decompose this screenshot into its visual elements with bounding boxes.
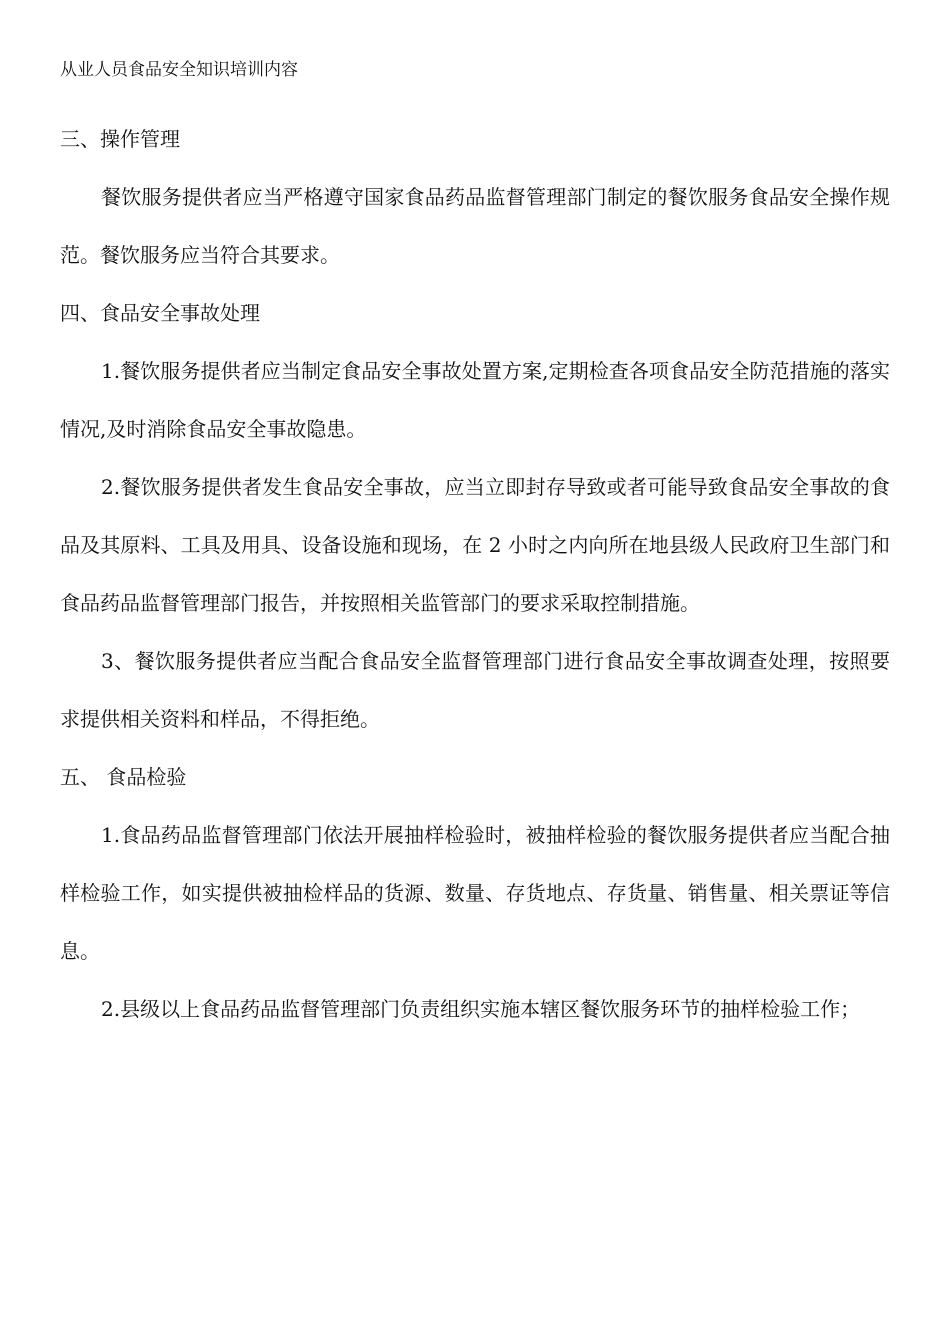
section-heading: 三、操作管理: [60, 127, 180, 151]
paragraph: 餐饮服务提供者应当严格遵守国家食品药品监督管理部门制定的餐饮服务食品安全操作规范。餐饮服务应当符合其要求。: [60, 185, 890, 267]
section-heading: 四、食品安全事故处理: [60, 301, 260, 325]
section-food-inspection: [60, 748, 890, 1038]
document-body: [60, 110, 890, 1038]
paragraph: 3、餐饮服务提供者应当配合食品安全监督管理部门进行食品安全事故调查处理，按照要求提供相关资料和样品，不得拒绝。: [60, 649, 890, 731]
section-operation-management: [60, 110, 890, 284]
paragraph: 2.县级以上食品药品监督管理部门负责组织实施本辖区餐饮服务环节的抽样检验工作；: [101, 997, 861, 1021]
paragraph: 1.食品药品监督管理部门依法开展抽样检验时，被抽样检验的餐饮服务提供者应当配合抽样检验工作，如实提供被抽检样品的货源、数量、存货地点、存货量、销售量、相关票证等信息。: [60, 823, 890, 963]
paragraph: 1.餐饮服务提供者应当制定食品安全事故处置方案,定期检查各项食品安全防范措施的落实情况,及时消除食品安全事故隐患。: [60, 359, 890, 441]
section-incident-handling: [60, 284, 890, 748]
paragraph: 2.餐饮服务提供者发生食品安全事故，应当立即封存导致或者可能导致食品安全事故的食品及其原料、工具及用具、设备设施和现场，在 2 小时之内向所在地县级人民政府卫生部门和食品药品监督管理部门报告，并按照相关监管部门的要求采取控制措施。: [60, 475, 890, 615]
document-header: 从业人员食品安全知识培训内容: [60, 60, 298, 80]
section-heading: 五、 食品检验: [60, 765, 187, 789]
